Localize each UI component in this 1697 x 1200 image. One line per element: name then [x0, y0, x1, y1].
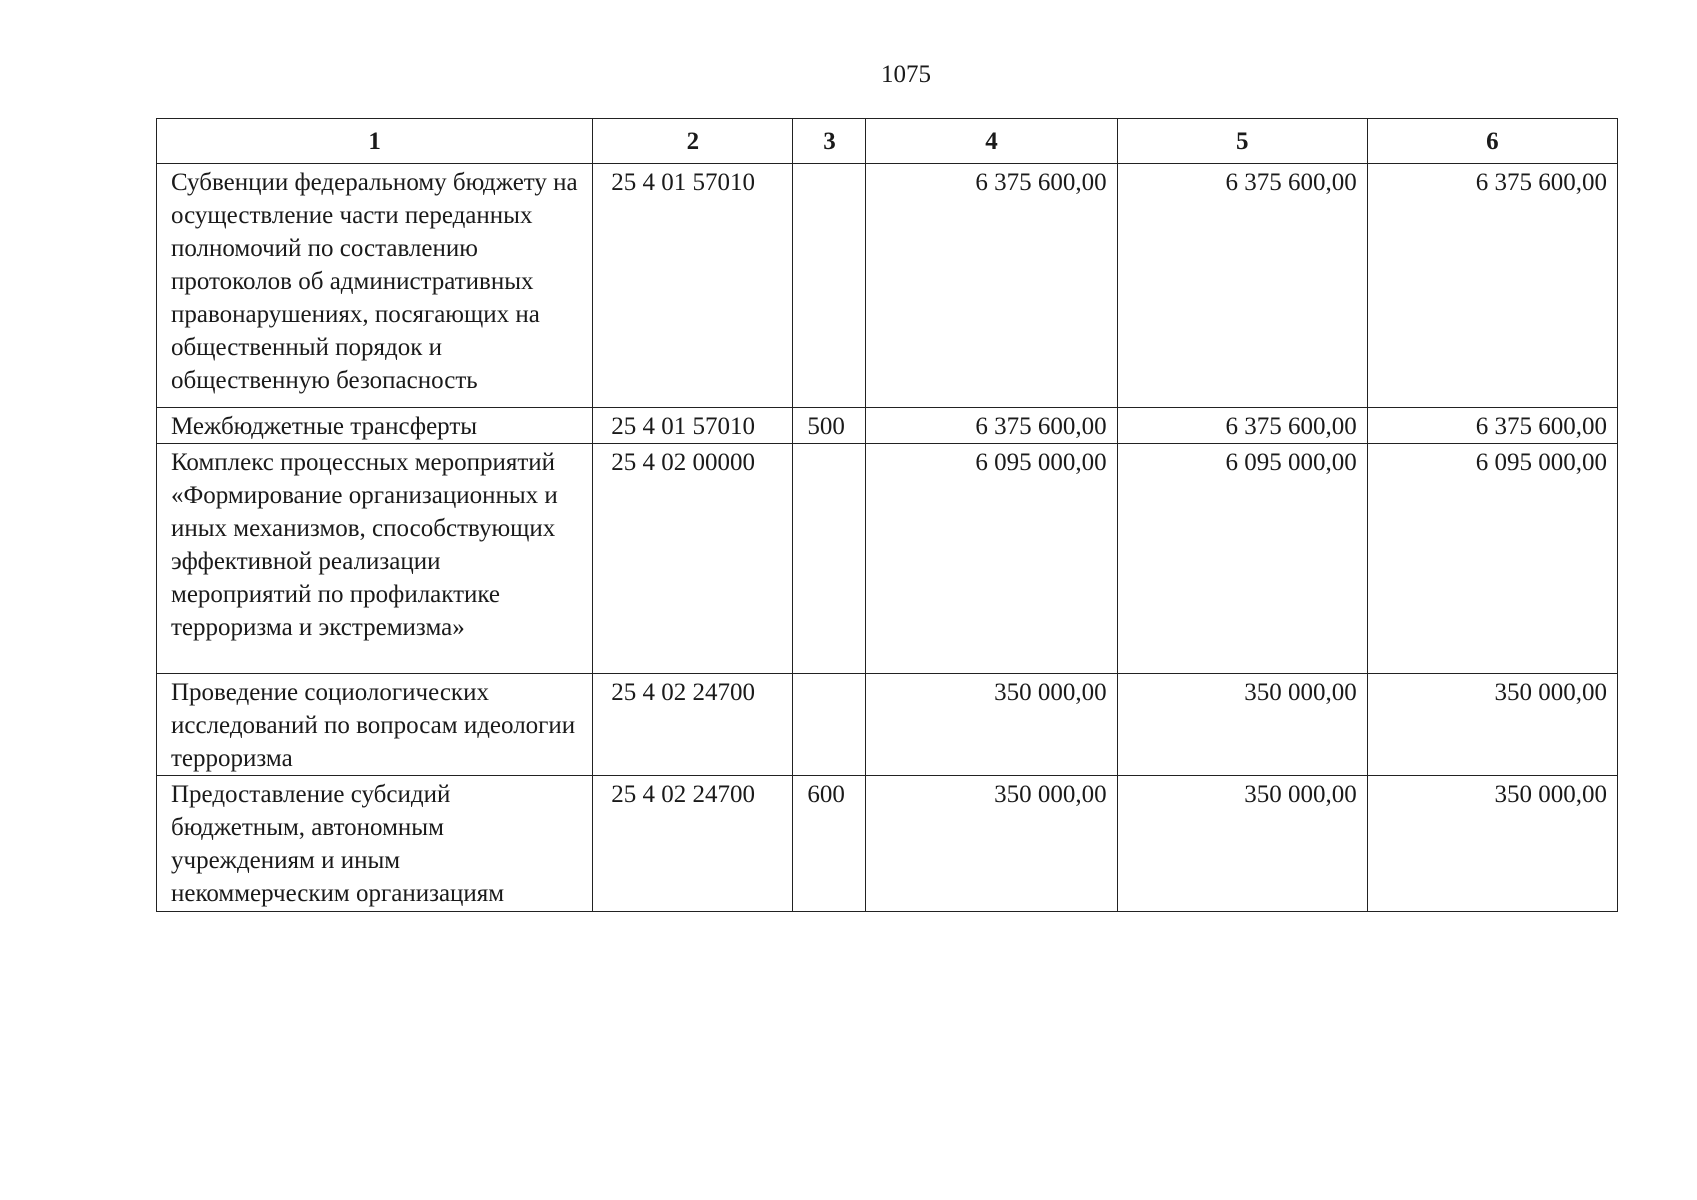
row-name: Предоставление субсидий бюджетным, автономным учреждениям и иным некоммерческим организациям: [157, 776, 593, 912]
row-value-5: 6 095 000,00: [1117, 444, 1367, 674]
header-col-5: 5: [1117, 119, 1367, 164]
row-code: 25 4 02 00000: [593, 444, 793, 674]
budget-table: [156, 118, 1618, 912]
row-value-6: 6 375 600,00: [1367, 164, 1617, 408]
row-value-6: 350 000,00: [1367, 674, 1617, 776]
row-expense-type: [793, 444, 866, 674]
row-code: 25 4 02 24700: [593, 776, 793, 912]
row-name: Комплекс процессных мероприятий «Формирование организационных и иных механизмов, способствующих эффективной реализации мероприятий по профилактике терроризма и экстремизма»: [157, 444, 593, 674]
row-value-4: 350 000,00: [866, 674, 1117, 776]
page-number: 1075: [881, 61, 931, 88]
row-name: Субвенции федеральному бюджету на осуществление части переданных полномочий по составлению протоколов об административных правонарушениях, посягающих на общественный порядок и общественную безопасность: [157, 164, 593, 408]
row-value-4: 6 095 000,00: [866, 444, 1117, 674]
row-value-4: 350 000,00: [866, 776, 1117, 912]
header-col-3: 3: [793, 119, 866, 164]
row-value-6: 6 375 600,00: [1367, 408, 1617, 444]
row-code: 25 4 01 57010: [593, 408, 793, 444]
row-value-5: 350 000,00: [1117, 674, 1367, 776]
row-value-4: 6 375 600,00: [866, 408, 1117, 444]
table-row: [157, 444, 1618, 674]
row-name: Проведение социологических исследований по вопросам идеологии терроризма: [157, 674, 593, 776]
row-value-5: 6 375 600,00: [1117, 164, 1367, 408]
table-row: [157, 776, 1618, 912]
row-value-4: 6 375 600,00: [866, 164, 1117, 408]
row-expense-type: 500: [793, 408, 866, 444]
row-expense-type: 600: [793, 776, 866, 912]
header-col-1: 1: [157, 119, 593, 164]
header-col-2: 2: [593, 119, 793, 164]
row-name: Межбюджетные трансферты: [157, 408, 593, 444]
row-value-6: 350 000,00: [1367, 776, 1617, 912]
row-code: 25 4 01 57010: [593, 164, 793, 408]
row-code: 25 4 02 24700: [593, 674, 793, 776]
row-expense-type: [793, 164, 866, 408]
row-value-5: 350 000,00: [1117, 776, 1367, 912]
table-header-row: [157, 119, 1618, 164]
row-expense-type: [793, 674, 866, 776]
table-row: [157, 408, 1618, 444]
table-row: [157, 674, 1618, 776]
row-value-5: 6 375 600,00: [1117, 408, 1367, 444]
table-row: [157, 164, 1618, 408]
header-col-6: 6: [1367, 119, 1617, 164]
header-col-4: 4: [866, 119, 1117, 164]
row-value-6: 6 095 000,00: [1367, 444, 1617, 674]
